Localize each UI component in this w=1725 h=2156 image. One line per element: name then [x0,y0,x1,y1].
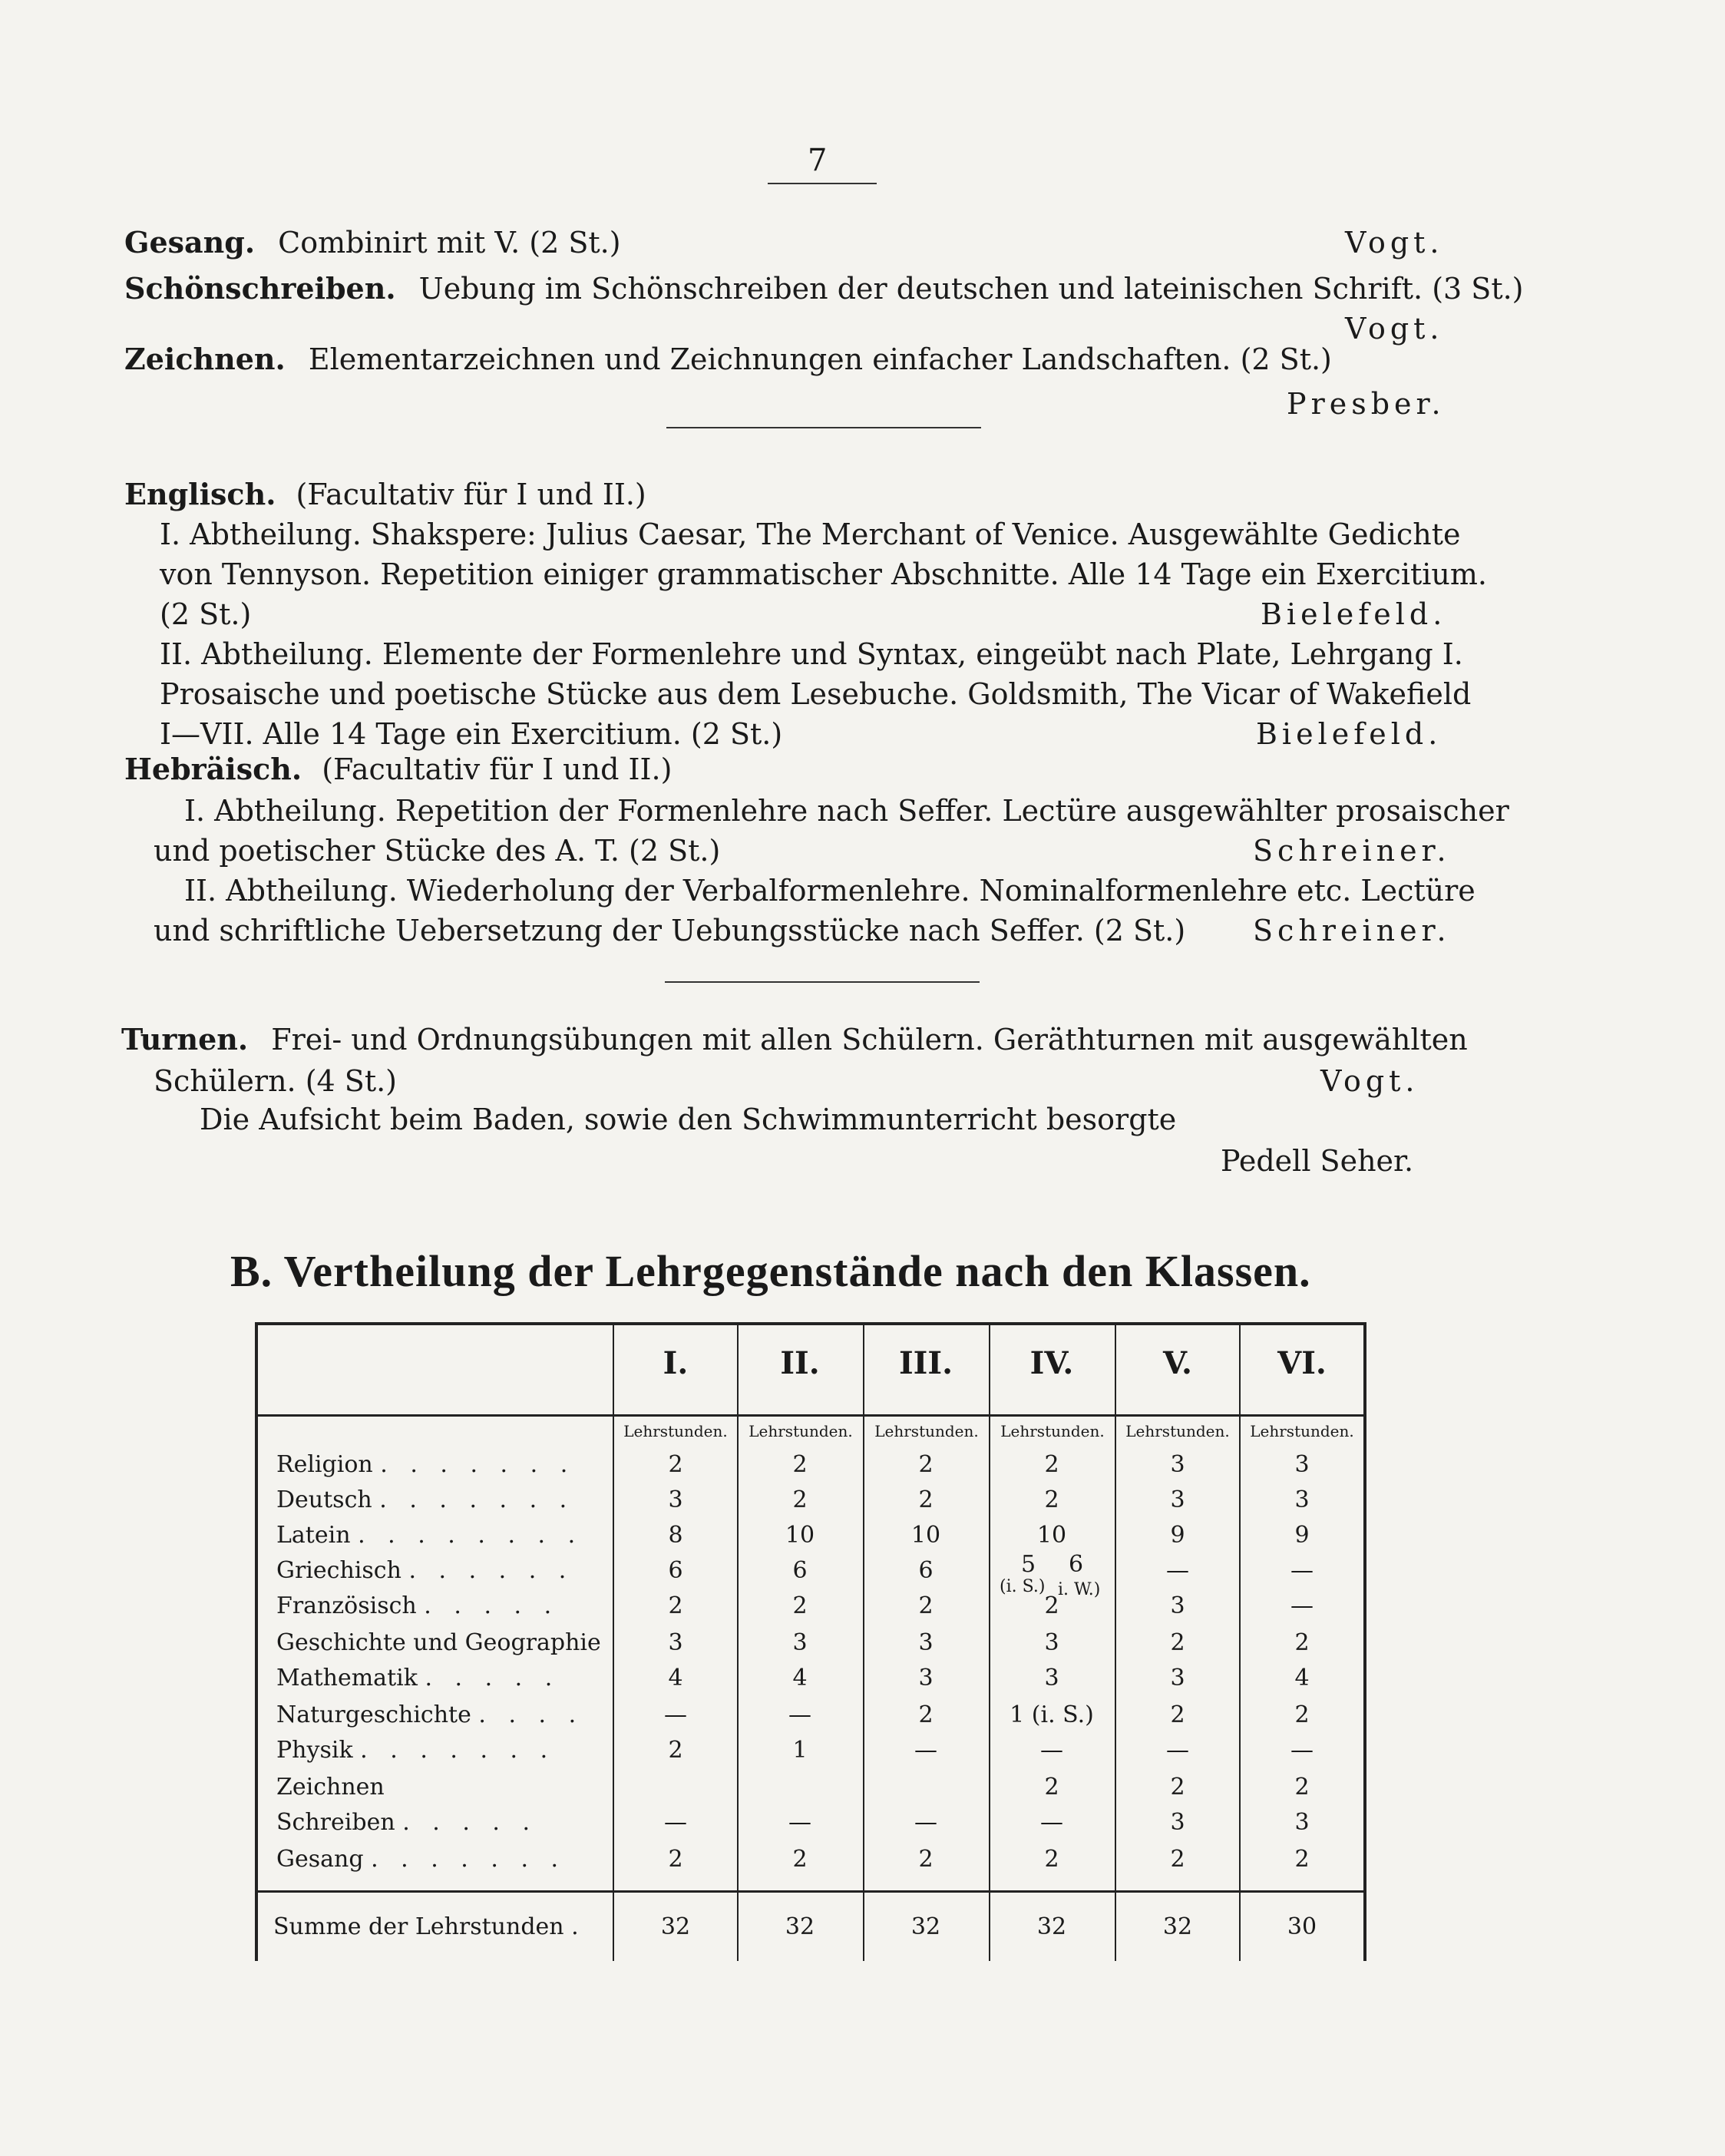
table-cell: 2 [1044,1451,1059,1478]
griechisch-iv-winter: 6 [1069,1551,1084,1578]
class-header-V: V. [1163,1345,1192,1381]
class-header-VI: VI. [1277,1345,1327,1381]
table-cell: 10 [1036,1522,1067,1549]
table-cell: 2 [668,1737,683,1764]
table-cell: 2 [1170,1701,1185,1728]
englisch-line-2: von Tennyson. Repetition einiger grammatischer Abschnitte. Alle 14 Tage ein Exercitium. [160,557,1487,591]
class-header-IV: IV. [1029,1345,1074,1381]
table-cell: 1 (i. S.) [1010,1701,1094,1728]
turnen-teacher-2 [1221,1142,1413,1179]
gesang-text: Combinirt mit V. (2 St.) [278,226,621,260]
table-cell: 3 [1170,1592,1185,1619]
englisch-teacher-1: Bielefeld. [1261,597,1447,631]
total-cell: 32 [1162,1913,1193,1940]
englisch-line-4: II. Abtheilung. Elemente der Formenlehre und Syntax, eingeübt nach Plate, Lehrgang I. [160,637,1463,671]
total-cell: 32 [1036,1913,1067,1940]
table-cell: 2 [1294,1774,1310,1801]
row-label-geschichte: Geschichte und Geographie [276,1629,601,1656]
table-cell: 2 [918,1701,934,1728]
table-cell: 10 [910,1522,941,1549]
table-cell: 2 [1170,1629,1185,1656]
turnen-line-1 [121,1021,1468,1058]
table-cell: — [1040,1737,1063,1764]
subheader-V: Lehrstunden. [1125,1422,1230,1440]
header-divider [258,1414,1363,1417]
table-cell: 2 [792,1486,808,1513]
page-number: 7 [808,143,828,178]
class-header-II: II. [780,1345,820,1381]
lesson-distribution-table [255,1322,1366,1961]
subheader-I: Lehrstunden. [623,1422,728,1440]
table-cell: 2 [668,1846,683,1873]
table-cell: 6 [918,1557,934,1584]
table-cell: — [1040,1809,1063,1836]
table-cell: 3 [1294,1809,1310,1836]
subheader-IV: Lehrstunden. [1000,1422,1105,1440]
englisch-line-5: Prosaische und poetische Stücke aus dem Lesebuche. Goldsmith, The Vicar of Wakefield [160,677,1472,711]
table-right-border [1363,1322,1366,1961]
table-cell: 2 [918,1486,934,1513]
schoenschreiben-text: Uebung im Schönschreiben der deutschen und lateinischen Schrift. (3 St.) [418,272,1524,306]
hebraeisch-heading: Hebräisch. [124,752,302,786]
table-cell: 10 [785,1522,815,1549]
row-label-physik: Physik . . . . . . . [276,1737,556,1764]
table-cell: — [1290,1557,1314,1584]
englisch-heading: Englisch. [124,477,276,511]
hebraeisch-teacher-1: Schreiner. [1253,834,1451,868]
table-cell: 4 [792,1665,808,1691]
englisch-teacher-2: Bielefeld. [1256,717,1442,751]
gesang-heading: Gesang. [124,225,256,260]
table-cell: 3 [1170,1486,1185,1513]
turnen-heading: Turnen. [121,1022,249,1057]
table-cell: 3 [668,1486,683,1513]
col-line-5 [1115,1322,1116,1961]
englisch-line-6: I—VII. Alle 14 Tage ein Exercitium. (2 St.) [160,717,783,751]
turnen-line-2: Schülern. (4 St.) [154,1064,397,1098]
table-cell: — [788,1701,811,1728]
turnen-teacher-2-text: Pedell Seher. [1221,1144,1414,1178]
table-cell: 3 [1044,1665,1059,1691]
englisch-note: (Facultativ für I und II.) [296,478,646,511]
hebraeisch-heading-line [124,751,672,788]
row-label-religion: Religion . . . . . . . [276,1451,576,1478]
row-label-gesang: Gesang . . . . . . . [276,1846,567,1873]
table-cell: 2 [792,1846,808,1873]
table-cell: 3 [1170,1665,1185,1691]
table-cell: 2 [668,1592,683,1619]
hebraeisch-line-4: und schriftliche Uebersetzung der Uebungsstücke nach Seffer. (2 St.) [154,914,1186,947]
table-cell: 6 [792,1557,808,1584]
table-cell: — [1290,1592,1314,1619]
col-line-2 [737,1322,739,1961]
table-cell: 3 [792,1629,808,1656]
table-cell: 2 [792,1451,808,1478]
table-top-border [255,1322,1366,1325]
col-line-6 [1239,1322,1241,1961]
table-cell: 3 [1294,1451,1310,1478]
class-header-I: I. [663,1345,689,1381]
table-cell: — [664,1701,687,1728]
hebraeisch-teacher-2: Schreiner. [1253,914,1451,947]
table-cell: 2 [1294,1629,1310,1656]
table-cell: — [1290,1737,1314,1764]
schoenschreiben-teacher: Vogt. [1345,312,1444,346]
row-label-naturgeschichte: Naturgeschichte . . . . [276,1701,584,1728]
griechisch-iv-summer-note: (i. S.) [1000,1577,1046,1596]
table-cell: 2 [1044,1592,1059,1619]
table-cell: 3 [918,1629,934,1656]
englisch-heading-line [124,476,646,513]
hebraeisch-note: (Facultativ für I und II.) [322,752,672,786]
table-cell: 2 [1170,1774,1185,1801]
total-cell: 32 [910,1913,941,1940]
section-divider-2 [665,981,980,983]
zeichnen-text: Elementarzeichnen und Zeichnungen einfacher Landschaften. (2 St.) [308,342,1332,376]
zeichnen-line [124,341,1332,378]
zeichnen-teacher: Presber. [1287,387,1446,421]
table-cell: 3 [918,1665,934,1691]
table-cell: 2 [1294,1701,1310,1728]
gesang-line [124,224,621,261]
hebraeisch-line-2: und poetischer Stücke des A. T. (2 St.) [154,834,721,868]
table-cell: — [1166,1557,1189,1584]
col-line-4 [989,1322,990,1961]
table-cell: 3 [1170,1451,1185,1478]
table-cell: 3 [1294,1486,1310,1513]
class-header-III: III. [898,1345,953,1381]
row-label-griechisch: Griechisch . . . . . . [276,1557,574,1584]
table-cell: 4 [668,1665,683,1691]
table-cell: 3 [1170,1809,1185,1836]
table-cell: 3 [668,1629,683,1656]
total-cell: 32 [660,1913,691,1940]
schoenschreiben-heading: Schönschreiben. [124,271,396,306]
gesang-teacher: Vogt. [1345,226,1444,260]
page-number-rule [768,183,877,184]
table-cell: 2 [668,1451,683,1478]
total-cell: 32 [785,1913,815,1940]
table-cell: 2 [792,1592,808,1619]
griechisch-iv-summer: 5 [1021,1551,1036,1578]
table-cell: 2 [1044,1486,1059,1513]
table-cell: 2 [918,1451,934,1478]
table-cell: 2 [1294,1846,1310,1873]
table-cell: — [914,1809,937,1836]
col-line-1 [613,1322,614,1961]
table-cell: 2 [1044,1846,1059,1873]
zeichnen-heading: Zeichnen. [124,342,286,376]
schoenschreiben-line [124,270,1524,307]
row-label-deutsch: Deutsch . . . . . . . [276,1486,575,1513]
table-cell: 1 [792,1737,808,1764]
table-cell: — [788,1809,811,1836]
table-cell: — [914,1737,937,1764]
table-cell: 8 [668,1522,683,1549]
row-label-franzoesisch: Französisch . . . . . [276,1592,560,1619]
subheader-VI: Lehrstunden. [1250,1422,1354,1440]
table-cell: 2 [918,1846,934,1873]
col-line-3 [863,1322,864,1961]
table-left-border [255,1322,258,1961]
subheader-II: Lehrstunden. [748,1422,853,1440]
row-label-zeichnen: Zeichnen [276,1774,385,1801]
total-label: Summe der Lehrstunden . [273,1913,579,1940]
englisch-line-1: I. Abtheilung. Shakspere: Julius Caesar, The Merchant of Venice. Ausgewählte Gedichte [160,518,1461,551]
table-cell: 2 [1170,1846,1185,1873]
turnen-line-3: Die Aufsicht beim Baden, sowie den Schwimmunterricht besorgte [200,1103,1177,1136]
table-cell: 4 [1294,1665,1310,1691]
table-cell: 2 [918,1592,934,1619]
row-label-schreiben: Schreiben . . . . . [276,1809,538,1836]
section-title: B. Vertheilung der Lehrgegenstände nach den Klassen. [230,1246,1311,1296]
turnen-text: Frei- und Ordnungsübungen mit allen Schülern. Geräthturnen mit ausgewählten [271,1023,1468,1057]
subheader-III: Lehrstunden. [874,1422,979,1440]
table-cell: 2 [1044,1774,1059,1801]
turnen-teacher-1: Vogt. [1320,1064,1419,1098]
row-label-latein: Latein . . . . . . . . [276,1522,583,1549]
table-cell: 9 [1294,1522,1310,1549]
row-label-mathematik: Mathematik . . . . . [276,1665,560,1691]
table-cell: — [1166,1737,1189,1764]
hebraeisch-line-1: I. Abtheilung. Repetition der Formenlehre nach Seffer. Lectüre ausgewählter prosaischer [184,794,1509,828]
table-cell: 3 [1044,1629,1059,1656]
table-cell: 6 [668,1557,683,1584]
englisch-line-3: (2 St.) [160,597,252,631]
total-cell: 30 [1287,1913,1317,1940]
griechisch-iv-winter-note: i. W.) [1058,1580,1101,1599]
hebraeisch-line-3: II. Abtheilung. Wiederholung der Verbalformenlehre. Nominalformenlehre etc. Lectüre [184,874,1476,908]
table-cell: 9 [1170,1522,1185,1549]
total-divider [258,1890,1363,1893]
section-divider-1 [666,427,981,428]
table-cell: — [664,1809,687,1836]
